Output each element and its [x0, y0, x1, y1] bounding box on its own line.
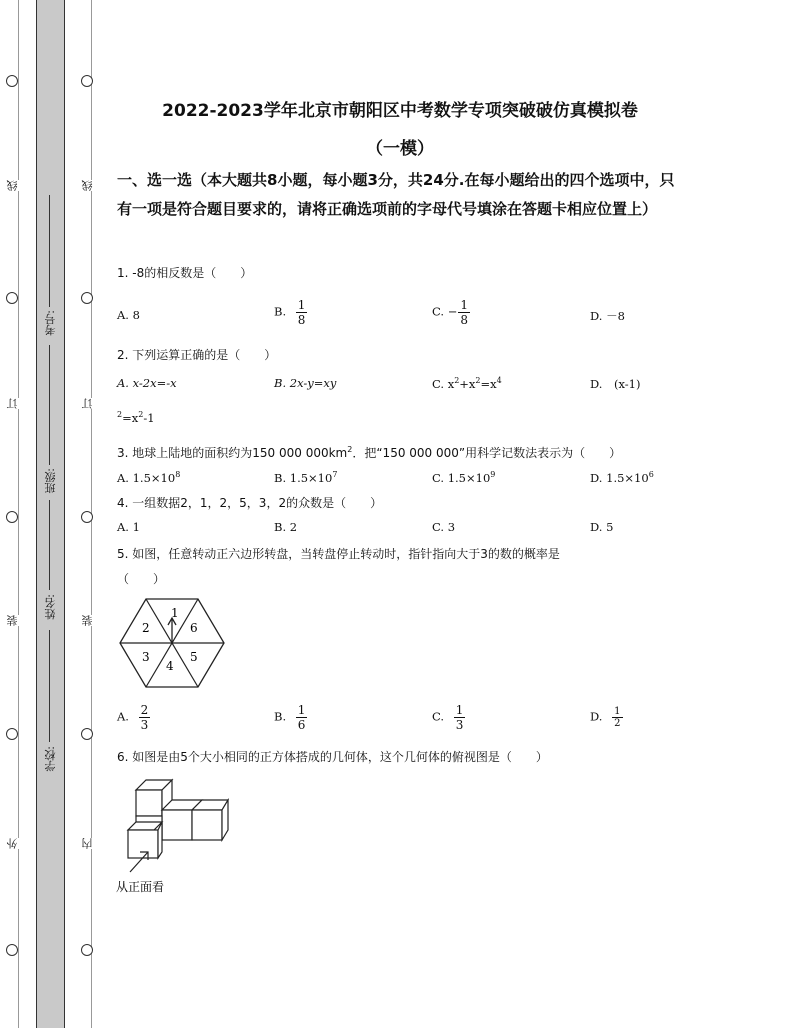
name-field[interactable] [49, 500, 50, 590]
view-caption: 从正面看 [116, 880, 165, 894]
cube-face [136, 790, 162, 816]
outer-label-mount: 装 [6, 615, 19, 626]
q2-option-d[interactable]: D. (x-1) [590, 377, 641, 391]
q4-option-b[interactable]: B. 2 [274, 520, 298, 534]
punch-hole [81, 511, 93, 523]
question-1-stem: 1. -8的相反数是（ ） [117, 266, 253, 280]
punch-hole [81, 728, 93, 740]
punch-hole [81, 292, 93, 304]
q5-option-b[interactable]: B. $\frac{1}{6}$ [274, 703, 306, 732]
sector-label: 5 [190, 650, 198, 664]
cube-face [128, 830, 158, 858]
hexagon-spinner-figure [116, 597, 228, 689]
question-5-stem-cont: （ ） [117, 572, 166, 586]
question-4-stem: 4. 一组数据2，1，2，5，3，2的众数是（ ） [117, 496, 383, 510]
outer-label-outside: 外 [6, 838, 19, 849]
exam-number-label: 考号: [44, 310, 57, 336]
q4-option-d[interactable]: D. 5 [590, 520, 614, 534]
q5-option-d[interactable]: D. $\frac{1}{2}$ [590, 706, 621, 729]
q5-option-a[interactable]: A. $\frac{2}{3}$ [117, 703, 149, 732]
q2-option-a[interactable]: A. x-2x=-x [117, 376, 177, 390]
inner-label-bind: 订 [81, 398, 94, 409]
margin-line [36, 0, 37, 1028]
q2-option-b[interactable]: B. 2x-y=xy [274, 376, 337, 390]
q4-option-a[interactable]: A. 1 [117, 520, 140, 534]
name-label: 姓名: [44, 594, 57, 620]
q1-option-d[interactable]: D. －8 [590, 309, 625, 323]
outer-dash-line [18, 0, 19, 1028]
q2-option-d-continuation: $^2=x^2-1$ [117, 410, 155, 425]
q3-option-c[interactable]: C. $1.5\times 10^9$ [432, 470, 496, 485]
q5-option-c[interactable]: C. $\frac{1}{3}$ [432, 703, 464, 732]
cube-face [192, 810, 222, 840]
sector-label: 1 [171, 606, 179, 620]
question-6-stem: 6. 如图是由5个大小相同的正方体搭成的几何体，这个几何体的俯视图是（ ） [117, 750, 548, 764]
school-field[interactable] [49, 630, 50, 742]
sector-label: 3 [142, 650, 150, 664]
q1-option-a[interactable]: A. 8 [117, 308, 140, 322]
sector-label: 6 [190, 621, 198, 635]
school-label: 学校: [44, 746, 57, 772]
punch-hole [6, 944, 18, 956]
question-5-stem: 5. 如图，任意转动正六边形转盘，当转盘停止转动时，指针指向大于3的数的概率是 [117, 547, 560, 561]
question-2-stem: 2. 下列运算正确的是（ ） [117, 348, 277, 362]
punch-hole [81, 75, 93, 87]
margin-line [64, 0, 65, 1028]
inner-label-mount: 装 [81, 615, 94, 626]
inner-label-inside: 内 [81, 838, 94, 849]
punch-hole [6, 511, 18, 523]
inner-label-line: 线 [81, 180, 94, 191]
question-3-stem: 3. 地球上陆地的面积约为150 000 $000km^2$．把“150 000 000”用科学记数法表示为（ ） [117, 445, 622, 460]
q4-option-c[interactable]: C. 3 [432, 520, 456, 534]
binding-margin-band [36, 0, 64, 1028]
q3-option-a[interactable]: A. $1.5\times 10^8$ [117, 470, 181, 485]
class-label: 班级: [44, 468, 57, 494]
punch-hole [6, 728, 18, 740]
sector-label: 2 [142, 621, 150, 635]
punch-hole [6, 292, 18, 304]
outer-label-bind: 订 [6, 398, 19, 409]
sector-label: 4 [166, 659, 174, 673]
exam-number-field[interactable] [49, 195, 50, 307]
q3-option-d[interactable]: D. $1.5\times 10^6$ [590, 470, 654, 485]
section-heading: 一、选一选（本大题共8小题，每小题3分，共24分.在每小题给出的四个选项中，只有一项是符合题目要求的，请将正确选项前的字母代号填涂在答题卡相应位置上） [117, 171, 675, 218]
paper-title: 2022-2023学年北京市朝阳区中考数学专项突破破仿真模拟卷 [162, 101, 638, 121]
outer-label-line: 线 [6, 180, 19, 191]
q1-option-b[interactable]: B. $\frac{1}{8}$ [274, 298, 306, 327]
cube-stack-figure [116, 772, 230, 898]
q3-option-b[interactable]: B. $1.5\times 10^7$ [274, 470, 338, 485]
cube-face [162, 810, 192, 840]
class-field[interactable] [49, 345, 50, 465]
q2-option-c[interactable]: C. $x^2+x^2=x^4$ [432, 376, 502, 391]
paper-subtitle: （一模） [366, 139, 434, 159]
punch-hole [81, 944, 93, 956]
q1-option-c[interactable]: C. − $\frac{1}{8}$ [432, 298, 468, 327]
punch-hole [6, 75, 18, 87]
